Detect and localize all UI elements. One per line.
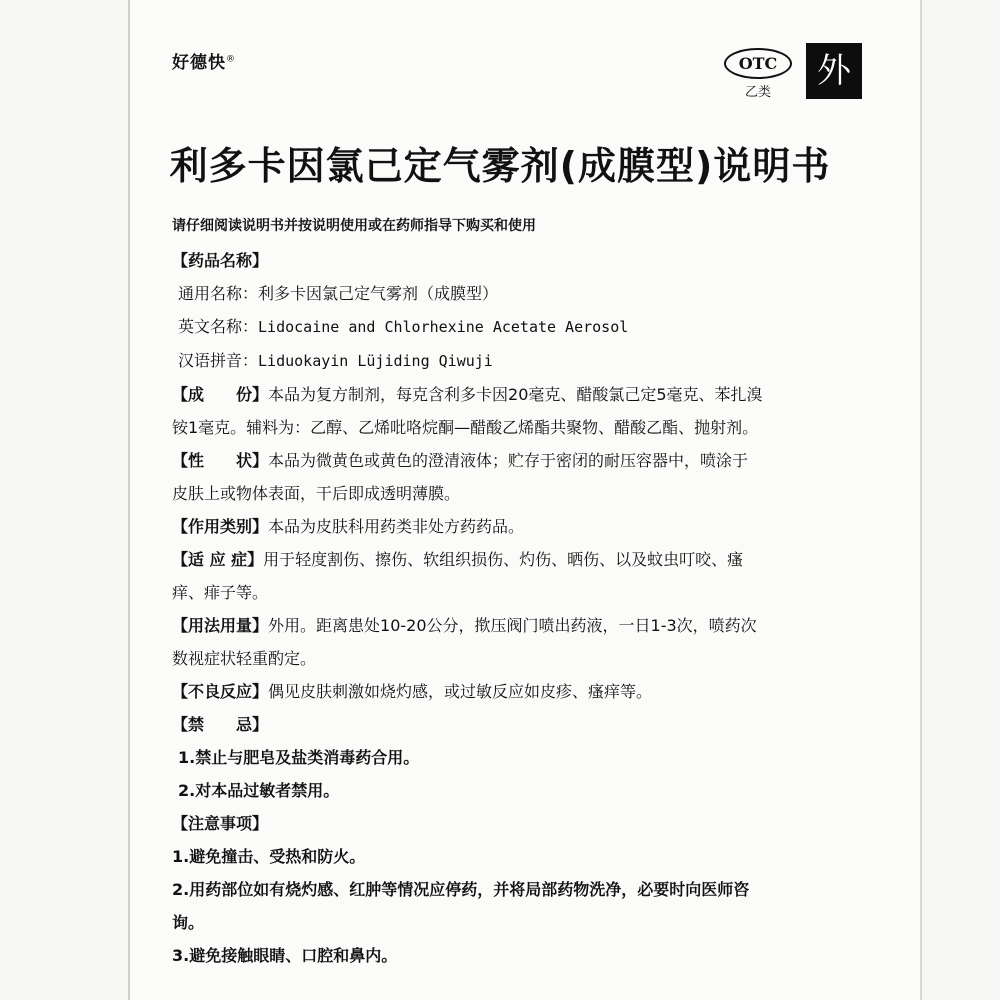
contraindication-item-1: 1.禁止与肥皂及盐类消毒药合用。 [178, 748, 420, 767]
section-header-category: 【作用类别】 [172, 517, 269, 536]
pinyin-name-row [172, 344, 892, 378]
indications-row [172, 543, 892, 576]
brand-name: 好德快® [172, 53, 236, 73]
dosage-row [172, 609, 892, 642]
section-header-composition: 【成 份】 [172, 385, 269, 404]
precaution-item-1: 1.避免撞击、受热和防火。 [172, 847, 366, 866]
adverse-text: 偶见皮肤刺激如烧灼感，或过敏反应如皮疹、瘙痒等。 [268, 682, 653, 701]
properties-text-1: 本品为微黄色或黄色的澄清液体；贮存于密闭的耐压容器中，喷涂于 [268, 451, 749, 470]
english-name-label: 英文名称： [178, 317, 259, 336]
otc-class: 乙类 [744, 85, 771, 100]
precaution-item-3: 3.避免接触眼睛、口腔和鼻内。 [172, 946, 398, 965]
section-header-precautions: 【注意事项】 [172, 814, 269, 833]
section-header-adverse: 【不良反应】 [172, 682, 269, 701]
category-row [172, 510, 892, 543]
composition-text-2: 铵1毫克。辅料为：乙醇、乙烯吡咯烷酮—醋酸乙烯酯共聚物、醋酸乙酯、抛射剂。 [172, 418, 759, 437]
leaflet-content [172, 244, 892, 972]
english-name: Lidocaine and Chlorhexine Acetate Aerosol [258, 318, 629, 336]
generic-name: 通用名称：利多卡因氯己定气雾剂（成膜型） [178, 284, 499, 303]
external-use-mark: 外 [806, 43, 862, 99]
contraindication-item-2: 2.对本品过敏者禁用。 [178, 781, 340, 800]
precaution-item-2-line-1: 2.用药部位如有烧灼感、红肿等情况应停药，并将局部药物洗净，必要时向医师咨 [172, 880, 750, 899]
properties-row [172, 444, 892, 477]
english-name-row [172, 310, 892, 344]
otc-label: OTC [724, 48, 792, 79]
section-header-drug-name: 【药品名称】 [172, 251, 269, 270]
indications-text-2: 痒、痱子等。 [172, 583, 269, 602]
section-header-contraindications: 【禁 忌】 [172, 715, 269, 734]
dosage-text-1: 外用。距离患处10-20公分，揿压阀门喷出药液，一日1-3次，喷药次 [268, 616, 757, 635]
document-title: 利多卡因氯己定气雾剂(成膜型)说明书 [169, 144, 831, 188]
indications-text-1: 用于轻度割伤、擦伤、软组织损伤、灼伤、晒伤、以及蚊虫叮咬、瘙 [263, 550, 744, 569]
composition-row [172, 378, 892, 411]
section-header-properties: 【性 状】 [172, 451, 269, 470]
properties-text-2: 皮肤上或物体表面，干后即成透明薄膜。 [172, 484, 461, 503]
composition-text-1: 本品为复方制剂，每克含利多卡因20毫克、醋酸氯己定5毫克、苯扎溴 [268, 385, 763, 404]
section-header-dosage: 【用法用量】 [172, 616, 269, 635]
pinyin-name: Liduokayin Lüjiding Qiwuji [258, 352, 493, 370]
category-text: 本品为皮肤科用药类非处方药药品。 [268, 517, 525, 536]
otc-badge [723, 48, 793, 100]
pinyin-name-label: 汉语拼音： [178, 351, 259, 370]
precaution-item-2-line-2: 询。 [172, 913, 205, 932]
registered-mark: ® [226, 54, 236, 65]
dosage-text-2: 数视症状轻重酌定。 [172, 649, 317, 668]
section-header-indications: 【适 应 症】 [172, 550, 264, 569]
adverse-row [172, 675, 892, 708]
reading-notice: 请仔细阅读说明书并按说明使用或在药师指导下购买和使用 [172, 218, 536, 234]
